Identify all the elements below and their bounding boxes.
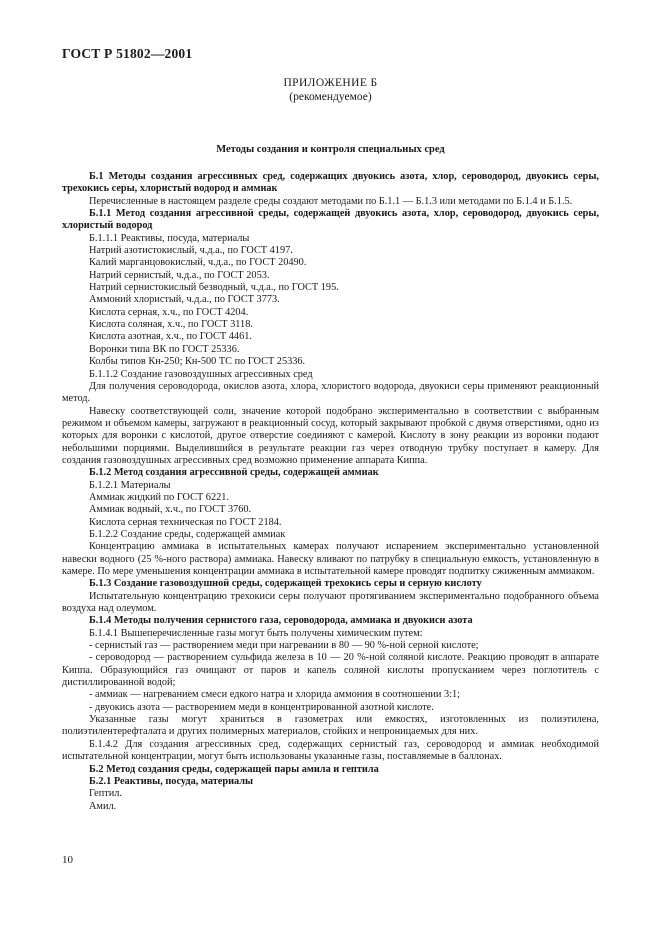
paragraph: Б.1.4.1 Вышеперечисленные газы могут быть получены химическим путем: xyxy=(89,627,423,639)
paragraph: Калий марганцовокислый, ч.д.а., по ГОСТ 20490. xyxy=(89,257,307,269)
section-title: Методы создания и контроля специальных сред xyxy=(216,144,445,155)
paragraph: Кислота азотная, х.ч., по ГОСТ 4461. xyxy=(89,331,252,343)
paragraph: Б.1.2.1 Материалы xyxy=(89,479,171,491)
paragraph: Аммиак жидкий по ГОСТ 6221. xyxy=(89,491,229,503)
paragraph: Б.1.4 Методы получения сернистого газа, сероводорода, аммиака и двуокиси азота xyxy=(89,615,473,627)
paragraph: - аммиак — нагреванием смеси едкого натра и хлорида аммония в соотношении 3:1; xyxy=(89,689,461,701)
document-code-header: ГОСТ Р 51802—2001 xyxy=(62,46,193,61)
paragraph: Концентрацию аммиака в испытательных камерах получают испарением экспериментально установленной навески водного (25 %-ного раствора) аммиака. Навеску вливают по патрубку в специальную емкость, установленную в камере. По мере уменьшения концентрации аммиака в испытательной камере проводят подпитку сжиженным аммиаком. xyxy=(62,541,599,577)
annex-title: ПРИЛОЖЕНИЕ Б xyxy=(283,77,378,89)
paragraph: Б.1.1 Метод создания агрессивной среды, содержащей двуокись азота, хлор, сероводород, двуокись серы, хлористый водород xyxy=(62,208,599,232)
paragraph: Гептил. xyxy=(89,788,122,800)
paragraph: Амил. xyxy=(89,800,117,812)
paragraph: Воронки типа ВК по ГОСТ 25336. xyxy=(89,343,240,355)
paragraph: - сероводород — растворением сульфида железа в 10 — 20 %-ной соляной кислоте. Реакцию проводят в аппарате Киппа. Образующийся газ очищают от паров и капель соляной кислоты пропусканием через поглотитель с дистиллированной водой; xyxy=(62,652,599,689)
paragraph: Колбы типов Кн-250; Кн-500 ТС по ГОСТ 25336. xyxy=(89,356,306,368)
paragraph: Б.1.3 Создание газовоздушной среды, содержащей трехокись серы и серную кислоту xyxy=(89,578,482,590)
paragraph: Б.1.2 Метод создания агрессивной среды, содержащей аммиак xyxy=(89,467,379,479)
paragraph: Для получения сероводорода, окислов азота, хлора, хлористого водорода, двуокиси серы применяют реакционный метод. xyxy=(62,380,599,405)
paragraph: - сернистый газ — растворением меди при нагревании в 80 — 90 %-ной серной кислоте; xyxy=(89,640,479,652)
paragraph: Б.1.4.2 Для создания агрессивных сред, содержащих сернистый газ, сероводород и аммиак необходимой испытательной концентрации, могут быть использованы указанные газы, поставляемые в баллонах. xyxy=(62,738,599,763)
paragraph: Навеску соответствующей соли, значение которой подобрано экспериментально в соответствии с выбранным режимом и объемом камеры, загружают в реакционный сосуд, который закрывают пробкой с двумя отверстиями, одно из которых для воронки с кислотой, другое отверстие соединяют с камерой. Кислоту в зону реакции из воронки подают небольшими порциями. Выделившийся в результате реакции газ через отводную трубку поступает в камеру. Для создания газовоздушных агрессивных сред возможно применение аппарата Киппа. xyxy=(62,405,599,466)
paragraph: Натрий азотистокислый, ч.д.а., по ГОСТ 4197. xyxy=(89,245,293,257)
paragraph: Указанные газы могут храниться в газометрах или емкостях, изготовленных из полиэтилена, полиэтилентерефталата и других полимерных материалов, стойких и непроницаемых для них. xyxy=(62,714,599,738)
paragraph: Б.2.1 Реактивы, посуда, материалы xyxy=(89,775,254,787)
paragraph: Б.2 Метод создания среды, содержащей пары амила и гептила xyxy=(89,763,379,775)
paragraph: Аммоний хлористый, ч.д.а., по ГОСТ 3773. xyxy=(89,294,280,306)
paragraph: - двуокись азота — растворением меди в концентрированной азотной кислоте. xyxy=(89,701,434,713)
paragraph: Б.1.1.1 Реактивы, посуда, материалы xyxy=(89,232,250,244)
paragraph: Б.1.2.2 Создание среды, содержащей аммиак xyxy=(89,528,286,540)
paragraph: Натрий сернистый, ч.д.а., по ГОСТ 2053. xyxy=(89,269,270,281)
page-number: 10 xyxy=(62,854,73,866)
paragraph: Кислота соляная, х.ч., по ГОСТ 3118. xyxy=(89,319,253,331)
document-body xyxy=(62,171,599,813)
paragraph: Аммиак водный, х.ч., по ГОСТ 3760. xyxy=(89,504,252,516)
paragraph: Б.1.1.2 Создание газовоздушных агрессивных сред xyxy=(89,368,313,380)
paragraph: Натрий сернистокислый безводный, ч.д.а., по ГОСТ 195. xyxy=(89,282,339,294)
paragraph: Б.1 Методы создания агрессивных сред, содержащих двуокись азота, хлор, сероводород, двуокись серы, трехокись серы, хлористый водород и аммиак xyxy=(62,171,599,195)
paragraph: Кислота серная, х.ч., по ГОСТ 4204. xyxy=(89,306,249,318)
paragraph: Перечисленные в настоящем разделе среды создают методами по Б.1.1 — Б.1.3 или методами по Б.1.4 и Б.1.5. xyxy=(89,195,573,207)
paragraph: Испытательную концентрацию трехокиси серы получают протягиванием экспериментально подобранного объема воздуха над олеумом. xyxy=(62,590,599,615)
annex-subtitle: (рекомендуемое) xyxy=(289,91,372,103)
paragraph: Кислота серная техническая по ГОСТ 2184. xyxy=(89,516,282,528)
